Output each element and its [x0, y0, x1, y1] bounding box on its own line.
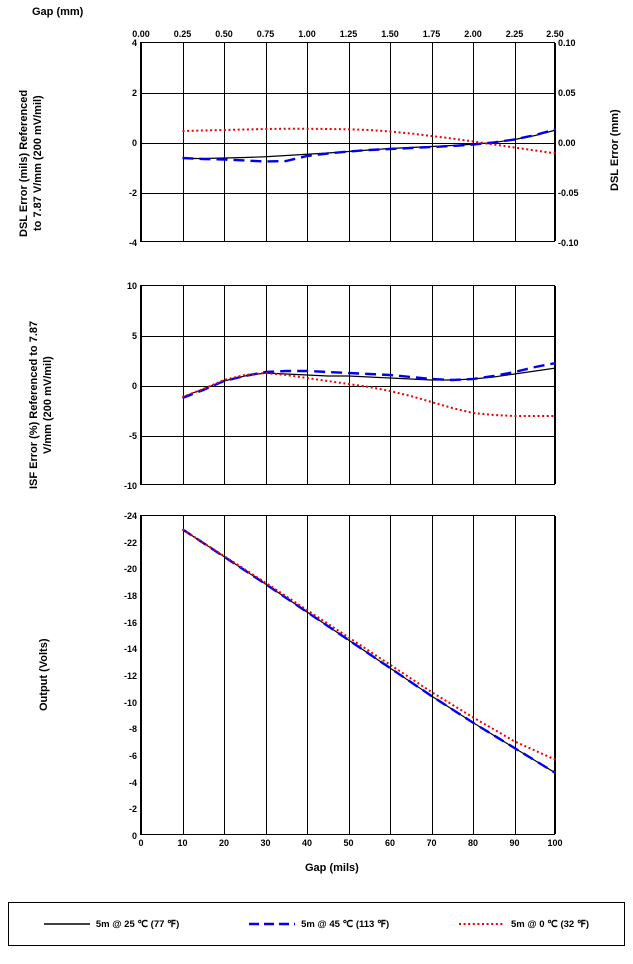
panel1-ytick-right: 0.00 — [558, 138, 576, 148]
legend-line-dashed-icon — [249, 919, 295, 929]
top-xtick: 1.50 — [381, 29, 399, 39]
legend-item — [249, 919, 389, 930]
top-xtick: 0.50 — [215, 29, 233, 39]
panel1-ytick: -2 — [128, 188, 137, 198]
top-xtick: 0.00 — [132, 29, 150, 39]
panel3-ytick: 0 — [131, 831, 137, 841]
top-xtick: 2.25 — [505, 29, 524, 39]
panel3-y-axis-label: Output (Volts) — [38, 638, 50, 712]
panel3-ytick: -20 — [123, 564, 137, 575]
panel1-ytick: 4 — [131, 38, 137, 48]
panel2-ytick: 5 — [131, 331, 137, 341]
bottom-xtick: 20 — [218, 838, 230, 848]
legend-label: 5m @ 45 ℃ (113 ℉) — [301, 918, 390, 930]
bottom-xtick: 70 — [426, 838, 437, 848]
panel1-ytick: -4 — [128, 238, 137, 248]
bottom-xtick: 40 — [301, 838, 313, 848]
panel3-ytick: -14 — [123, 644, 137, 655]
panel2-y-axis-label: ISF Error (%) Referenced to 7.87 V/mm (200 mV/mil) — [28, 320, 54, 490]
bottom-xtick: 0 — [138, 838, 144, 848]
panel2-ytick: 10 — [126, 281, 137, 291]
legend-line-dotted-icon — [459, 919, 505, 929]
bottom-xtick: 90 — [509, 838, 520, 848]
bottom-xtick: 10 — [177, 838, 188, 848]
bottom-xtick: 60 — [384, 838, 396, 848]
legend-item — [459, 919, 589, 930]
panel1-ytick-right: 0.05 — [558, 88, 576, 98]
top-xtick: 1.00 — [298, 29, 316, 39]
panel3-ytick: -22 — [123, 537, 137, 548]
panel3-ytick: -24 — [123, 511, 137, 521]
panel3-ytick: -4 — [128, 777, 137, 788]
top-xtick: 0.25 — [173, 29, 192, 39]
top-xtick: 1.75 — [422, 29, 441, 39]
panel1-plot-area — [128, 29, 579, 248]
panel1-ytick: 2 — [131, 88, 137, 98]
panel1-ytick: 0 — [131, 138, 137, 148]
panel3-ytick: -6 — [128, 751, 137, 761]
panel3-ytick: -2 — [128, 804, 137, 815]
panel2-series-canvas — [141, 286, 556, 486]
legend — [8, 902, 625, 946]
top-xtick: 2.50 — [546, 29, 564, 39]
top-xtick: 2.00 — [464, 29, 482, 39]
panel1-y-axis-label: DSL Error (mils) Referenced to 7.87 V/mm (200 mV/mil) — [18, 89, 44, 237]
panel3-ytick: -8 — [128, 724, 137, 735]
legend-label: 5m @ 25 ℃ (77 ℉) — [95, 918, 180, 930]
legend-label: 5m @ 0 ℃ (32 ℉) — [510, 918, 590, 930]
top-xtick: 1.25 — [339, 29, 358, 39]
panel2-ytick: 0 — [131, 381, 137, 391]
bottom-xtick: 50 — [343, 838, 354, 848]
panel1-y-axis-label-right: DSL Error (mm) — [609, 109, 621, 191]
panel2-plot-area — [123, 281, 555, 491]
panel2-ytick: -10 — [123, 481, 137, 491]
panel3-ytick: -18 — [123, 591, 137, 601]
panel3-series-canvas — [141, 516, 556, 836]
bottom-xtick: 30 — [260, 838, 271, 848]
legend-item — [44, 919, 179, 930]
panel1-ytick-right: 0.10 — [558, 38, 576, 48]
panel1-ytick-right: -0.10 — [558, 238, 579, 248]
panel3-ytick: -12 — [123, 671, 137, 681]
bottom-xtick: 100 — [547, 838, 563, 848]
panel3-ytick: -16 — [123, 617, 137, 628]
bottom-xtick: 80 — [467, 838, 479, 848]
panel3-plot-area — [123, 511, 563, 848]
panel3-ytick: -10 — [123, 697, 137, 708]
panel2-ytick: -5 — [128, 431, 137, 441]
legend-line-solid-icon — [44, 919, 90, 929]
top-xtick: 0.75 — [256, 29, 275, 39]
bottom-axis-label: Gap (mils) — [305, 862, 359, 874]
panel1-series-canvas — [141, 43, 556, 243]
top-axis-label: Gap (mm) — [32, 6, 84, 18]
panel1-ytick-right: -0.05 — [558, 188, 579, 198]
